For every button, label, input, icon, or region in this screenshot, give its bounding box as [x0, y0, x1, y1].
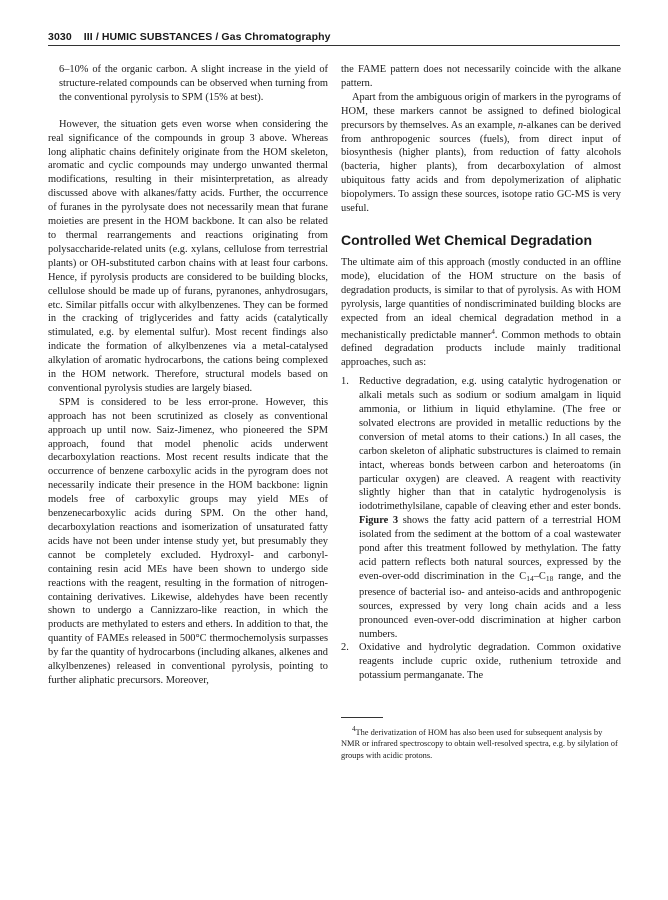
degree-celsius: °C: [195, 633, 207, 645]
subscript-14: 14: [526, 573, 534, 583]
paragraph-spm: [48, 396, 328, 688]
paragraph-pyrolysis-significance: However, the situation gets even worse when considering the real significance of the compounds in group 3 above. Whereas long aliphatic chains definitely originate from the HOM skeleton, aromatic and cyclic compounds may undergo unwanted thermal modifications, resulting in their misinterpretation, as already discussed above with alkanes/fatty acids. Further, the occurrence of furanes in the pyrolysate does not necessarily mean that furane moieties are present in the HOM backbone. It can also be related to thermal rearrangements and reactions originating from polysaccharide-related units (e.g. xylans, cellulose from terrestrial plants) or OH-substituted carbon chains with at least four carbons. Hence, if pyrolysis products are considered to be building blocks, cellulose should be made up of furans, pyranones, anhydrosugars, etc. Similar pitfalls occur with alkylbenzenes. They can be formed in the cracking of triglycerides and fatty acids (catalytically stimulated, e.g. by elemental sulfur). Most recent findings also indicate the formation of alkylbenzenes via a metal-catalysed alkylation of aromatic hydrocarbons, the cations being complexed in the HOM network. Therefore, structural models based on conventional pyrolysis studies are largely biased.: [48, 118, 328, 394]
italic-n: n: [517, 119, 524, 131]
subscript-18: 18: [545, 573, 554, 583]
list-number: 2.: [341, 642, 349, 654]
footnote-marker: 4: [491, 327, 495, 336]
footnote-number: 4: [352, 725, 356, 734]
section-heading: Controlled Wet Chemical Degradation: [341, 231, 592, 248]
paragraph-markers-text-a: Apart from the ambiguous origin of markers in the pyrograms of HOM, these markers cannot be assigned to defined biological precursors by themselves. As an example,: [341, 91, 621, 131]
footnote: [341, 724, 621, 761]
footnote-rule: [341, 717, 383, 718]
en-dash-c: –C: [533, 570, 546, 582]
list-number: 1.: [341, 376, 349, 388]
paragraph-degradation-text-a: The ultimate aim of this approach (mostly conducted in an offline mode), elucidation of the HOM structure on the basis of degradation products, is similar to that of pyrolysis. As with HOM pyrolysis, large quantities of nondiscriminated building blocks are expected from an ideal chemical degradation method in a mechanistically predictable manner: [341, 256, 621, 341]
header-rule: [48, 45, 620, 46]
paragraph-degradation-text-b: . Common methods to obtain defined degradation products include mainly traditional approaches, such as:: [341, 329, 621, 369]
item1-text-a: Reductive degradation, e.g. using catalytic hydrogenation or alkali metals such as sodium or sodium amalgam in liquid ammonia, or lithium in liquid ethylamine. (The free or solvated electrons are provided in metallic reductions by the conversion of metal atoms to their cations.) In all cases, the carbon skeleton of aliphatic substructures is claimed to remain intact, whereas bonds between carbon and heteroatoms (in particular oxygen) are cleaved. A reagent with reactivity slightly higher than that in catalytic hydrogenolysis is iodotrimethylsilane, capable of cleaving ether and ester bonds.: [359, 376, 621, 513]
item1-text-b: shows the fatty acid pattern of a terrestrial HOM isolated from the sediment at the bottom of a coal wastewater pond after this treatment followed by methylation. The fatty acid pattern reflects both natural sources, expressed by the even-over-odd discrimination in the C: [359, 515, 621, 582]
paragraph-continued: 6–10% of the organic carbon. A slight increase in the yield of structure-related compounds can be observed when turning from the conventional pyrolysis to SPM (15% at best).: [59, 64, 328, 103]
paragraph-degradation-aim: [341, 256, 621, 370]
paragraph-spm-text-a: SPM is considered to be less error-prone. However, this approach has not been scrutinized as closely as conventional approach up until now. Saiz-Jimenez, who pioneered the SPM approach, found that model phenolic acids underwent decarboxylation reactions. Most recent results indicate that the occurrence of benzene carboxylic acids in the pyrogram does not necessarily indicate their presence in the HOM backbone: lignin models free of carboxylic groups may yield MEs of benzenecarboxylic acids during SPM. On the other hand, decarboxylation reactions and isomerization of unsaturated fatty acids have not been under intense study yet, but presumably they cannot be completely excluded. Hydroxyl- and carbonyl-containing resin acid MEs have been shown to undergo side reactions with the reagent, resulting in the formation of nitrogen-containing derivatives. Likewise, aldehydes have been recently shown to undergo a Cannizzaro-like reaction, in which the products are methylated to esters and ethers. In addition to that, the quantity of FAMEs released in 500: [48, 396, 328, 645]
paragraph-fame-pattern: the FAME pattern does not necessarily coincide with the alkane pattern.: [341, 64, 621, 89]
running-header: [48, 31, 620, 43]
footnote-text: The derivatization of HOM has also been used for subsequent analysis by NMR or infrared spectroscopy to obtain well-resolved spectra, e.g. by silylation of groups with acidic protons.: [341, 728, 618, 760]
list-item-reductive: [341, 375, 621, 641]
running-title: III / HUMIC SUBSTANCES / Gas Chromatography: [83, 31, 331, 43]
paragraph-markers-text-b: -alkanes can be derived from anthropogenic sources (fuels), from direct input of biosynthesis (higher plants), from reduction of fatty alcohols (bacteria, higher plants), from decarboxylation of almost ubiquitous fatty acids and from depolymerization of aliphatic biopolymers. To assign these sources, isotope ratio GC-MS is very useful.: [341, 119, 621, 215]
page-number: 3030: [48, 31, 72, 43]
item1-text-c: range, and the presence of bacterial iso- and anteiso-acids and anthropogenic sources, expressed by very long chain acids and a less pronounced even-over-odd discrimination at higher carbon numbers.: [359, 570, 621, 640]
left-column: [48, 63, 328, 688]
right-column: [341, 63, 621, 761]
paragraph-spm-text-b: thermochemolysis surpasses by far the quantity of hydrocarbons (including alkanes, alkenes and alkylbenzenes) released in conventional pyrolysis, pointing to further aliphatic precursors. Moreover,: [48, 633, 328, 686]
figure-reference[interactable]: Figure 3: [359, 515, 399, 527]
paragraph-markers: [341, 91, 621, 216]
list-item-oxidative: [341, 641, 621, 683]
method-list: [341, 375, 621, 683]
item2-text: Oxidative and hydrolytic degradation. Common oxidative reagents include cupric oxide, ruthenium tetroxide and potassium permanganate. The: [359, 642, 621, 682]
